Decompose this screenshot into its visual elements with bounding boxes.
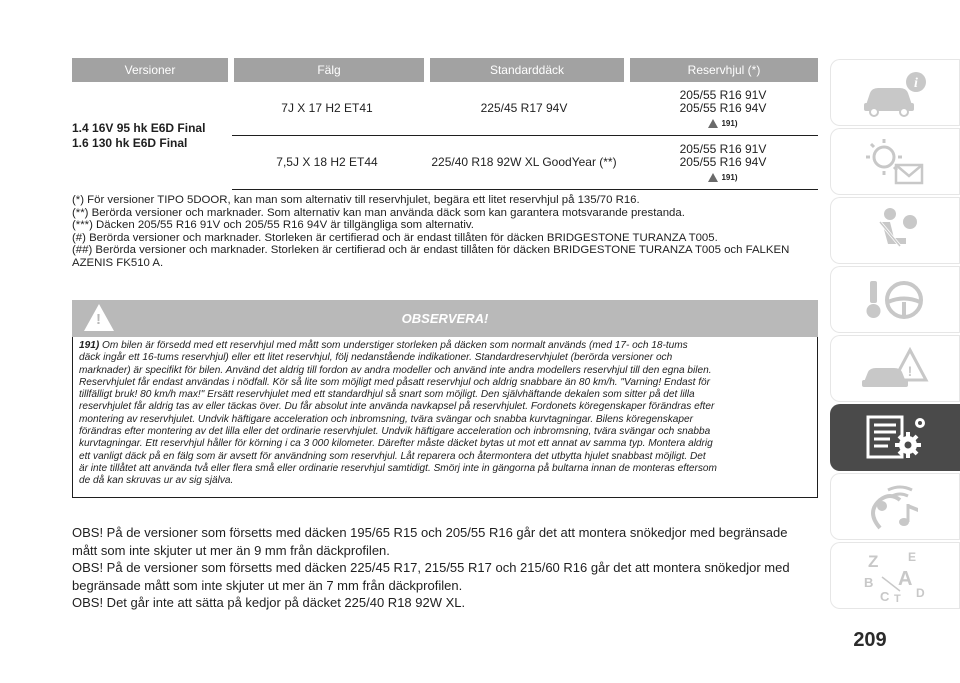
spec-list-gear-icon bbox=[860, 413, 930, 463]
warning-reference[interactable] bbox=[708, 117, 737, 130]
warning-line: marknader) är specifikt för bilen. Använd det aldrig till fordon av andra modeller och använd inte andra modellers reservhjul till den egna bilen. bbox=[79, 364, 712, 376]
spare-cell bbox=[628, 89, 818, 131]
svg-text:C: C bbox=[880, 588, 890, 604]
tab-car-info[interactable] bbox=[830, 59, 960, 126]
footnote: AZENIS FK510 A. bbox=[72, 256, 164, 269]
multimedia-icon bbox=[860, 482, 930, 532]
svg-text:B: B bbox=[864, 574, 874, 590]
warning-reference-label: 191) bbox=[721, 173, 738, 182]
tab-safety[interactable] bbox=[830, 197, 960, 264]
warning-line: de då kan skruvas ur av sig själva. bbox=[79, 475, 234, 487]
warning-line: tillfälligt bruk! 80 km/h max!" Ersätt reservhjulet med ett standardhjul så snart som möjligt. Den självhäftande dekalen som sitter på det lilla bbox=[79, 389, 695, 401]
warning-line: kurvtagningar. Ett reservhjul håller för körning i ca 3 000 kilometer. Därefter måste däcket bytas ut mot ett annat av samma typ. Montera aldrig bbox=[79, 438, 713, 450]
body-line: begränsade mått som inte skjuter ut mer än 7 mm från däckprofilen. bbox=[72, 577, 463, 593]
warning-box bbox=[72, 337, 818, 498]
rim-cell: 7J X 17 H2 ET41 bbox=[281, 101, 373, 115]
table-row bbox=[232, 85, 818, 136]
svg-text:Z: Z bbox=[868, 551, 879, 571]
accident-warning-icon bbox=[860, 344, 930, 394]
svg-text:D: D bbox=[916, 585, 925, 600]
table-row bbox=[232, 139, 818, 190]
version-1: 1.4 16V 95 hk E6D Final bbox=[72, 121, 206, 135]
spare-size: 205/55 R16 91V bbox=[679, 142, 767, 156]
page-number: 209 bbox=[853, 629, 887, 651]
spare-size: 205/55 R16 91V bbox=[679, 88, 767, 102]
spare-size: 205/55 R16 94V bbox=[679, 155, 767, 169]
warning-line: är inte tillåtet att använda två eller flera små eller ordinarie reservhjul samtidigt. Smörj inte in gängorna på bultarna innan de monteras eftersom bbox=[79, 462, 717, 474]
warning-title: OBSERVERA! bbox=[401, 311, 489, 326]
warning-line: 191) Om bilen är försedd med ett reservhjul med mått som understiger storleken på däcken som normalt används (med 17- och 18-tums bbox=[79, 340, 688, 351]
warning-line: montering av reservhjulet. Undvik häftigare acceleration och inbromsning, tvära svängar och snabba kurvtagningar. Bilens köregenskaper bbox=[79, 413, 693, 425]
exclamation-icon: ! bbox=[96, 311, 101, 328]
rim-cell: 7,5J X 18 H2 ET44 bbox=[276, 155, 378, 169]
versions-cell bbox=[72, 121, 232, 151]
tab-multimedia[interactable] bbox=[830, 473, 960, 540]
tab-lights-messages[interactable] bbox=[830, 128, 960, 195]
steering-key-icon bbox=[860, 275, 930, 325]
warning-triangle-icon bbox=[708, 173, 718, 182]
spec-table-header bbox=[72, 58, 818, 82]
snow-chain-notes bbox=[72, 524, 822, 612]
header-rim: Fälg bbox=[234, 58, 424, 82]
spare-size: 205/55 R16 94V bbox=[679, 101, 767, 115]
body-line: mått som inte skjuter ut mer än 9 mm från däckprofilen. bbox=[72, 542, 390, 558]
svg-text:T: T bbox=[894, 592, 901, 605]
svg-text:A: A bbox=[898, 567, 913, 590]
warning-banner bbox=[72, 300, 818, 337]
tab-index[interactable] bbox=[830, 542, 960, 609]
tab-technical-data[interactable] bbox=[830, 404, 960, 471]
seat-airbag-icon bbox=[860, 206, 930, 256]
warning-line: reservhjulet får aldrig tas av eller täckas över. Du får absolut inte använda navkapsel på reservhjulet. Fordonets köregenskaper förändras efter bbox=[79, 401, 715, 413]
footnote: (##) Berörda versioner och marknader. Storleken är certifierad och är endast tillåten för däcken BRIDGESTONE TURANZA T005 och FALKEN bbox=[72, 244, 790, 257]
spec-table-body bbox=[72, 85, 818, 190]
spare-cell bbox=[628, 143, 818, 185]
svg-text:i: i bbox=[914, 75, 918, 91]
lights-message-icon bbox=[860, 137, 930, 187]
version-2: 1.6 130 hk E6D Final bbox=[72, 136, 188, 150]
body-line: OBS! På de versioner som försetts med däcken 225/45 R17, 215/55 R17 och 215/60 R16 går det att montera snökedjor med bbox=[72, 560, 790, 576]
warning-line: Reservhjulet får endast användas i nödfall. Kör så lite som möjligt med påsatt reservhjul och aldrig snabbare än 80 km/h. "Varning! Endast för bbox=[79, 376, 711, 388]
warning-line: förändras efter montering av det lilla eller det ordinarie reservhjulet. Undvik häftigare acceleration och inbromsning, tvära svängar och snabba bbox=[79, 426, 711, 438]
tab-emergency[interactable] bbox=[830, 335, 960, 402]
alphabet-index-icon bbox=[860, 547, 930, 605]
table-footnotes bbox=[72, 194, 822, 270]
footnote: (***) Däcken 205/55 R16 91V och 205/55 R16 94V är tillgängliga som alternativ. bbox=[72, 219, 474, 232]
warning-text bbox=[79, 340, 817, 488]
warning-ref: 191) bbox=[79, 340, 100, 351]
header-versions: Versioner bbox=[72, 58, 228, 82]
body-line: OBS! På de versioner som försetts med däcken 195/65 R15 och 205/55 R16 går det att montera snökedjor med begränsade bbox=[72, 525, 788, 540]
body-line: OBS! Det går inte att sätta på kedjor på däcket 225/40 R18 92W XL. bbox=[72, 595, 466, 611]
standard-tire-cell: 225/45 R17 94V bbox=[480, 101, 568, 115]
header-standard-tire: Standarddäck bbox=[430, 58, 624, 82]
warning-line: däck ingår ett 16-tums reservhjul) eller ett litet reservhjul, följ nedanstående indikationer. Standardreservhjulet (berörda versioner och bbox=[79, 352, 673, 364]
header-spare-wheel: Reservhjul (*) bbox=[630, 58, 818, 82]
svg-text:!: ! bbox=[907, 362, 913, 379]
warning-reference[interactable] bbox=[708, 171, 737, 184]
footnote: (#) Berörda versioner och marknader. Storleken är certifierad och är endast tillåten för däcken BRIDGESTONE TURANZA T005. bbox=[72, 231, 718, 244]
tab-starting-driving[interactable] bbox=[830, 266, 960, 333]
warning-triangle-icon bbox=[708, 119, 718, 128]
warning-line: ett vanligt däck på en fälg som är avsett för användning som reservhjul. Låt reparera och återmontera det utbytta hjulet snabbast möjligt. Det bbox=[79, 450, 706, 462]
footnote: (**) Berörda versioner och marknader. Som alternativ kan man använda däck som kan garantera motsvarande prestanda. bbox=[72, 206, 685, 219]
svg-text:E: E bbox=[908, 549, 917, 564]
car-info-icon bbox=[860, 69, 930, 117]
warning-reference-label: 191) bbox=[721, 119, 738, 128]
footnote: (*) För versioner TIPO 5DOOR, kan man som alternativ till reservhjulet, begära ett litet reservhjul på 135/70 R16. bbox=[72, 194, 640, 206]
standard-tire-cell: 225/40 R18 92W XL GoodYear (**) bbox=[431, 155, 617, 169]
